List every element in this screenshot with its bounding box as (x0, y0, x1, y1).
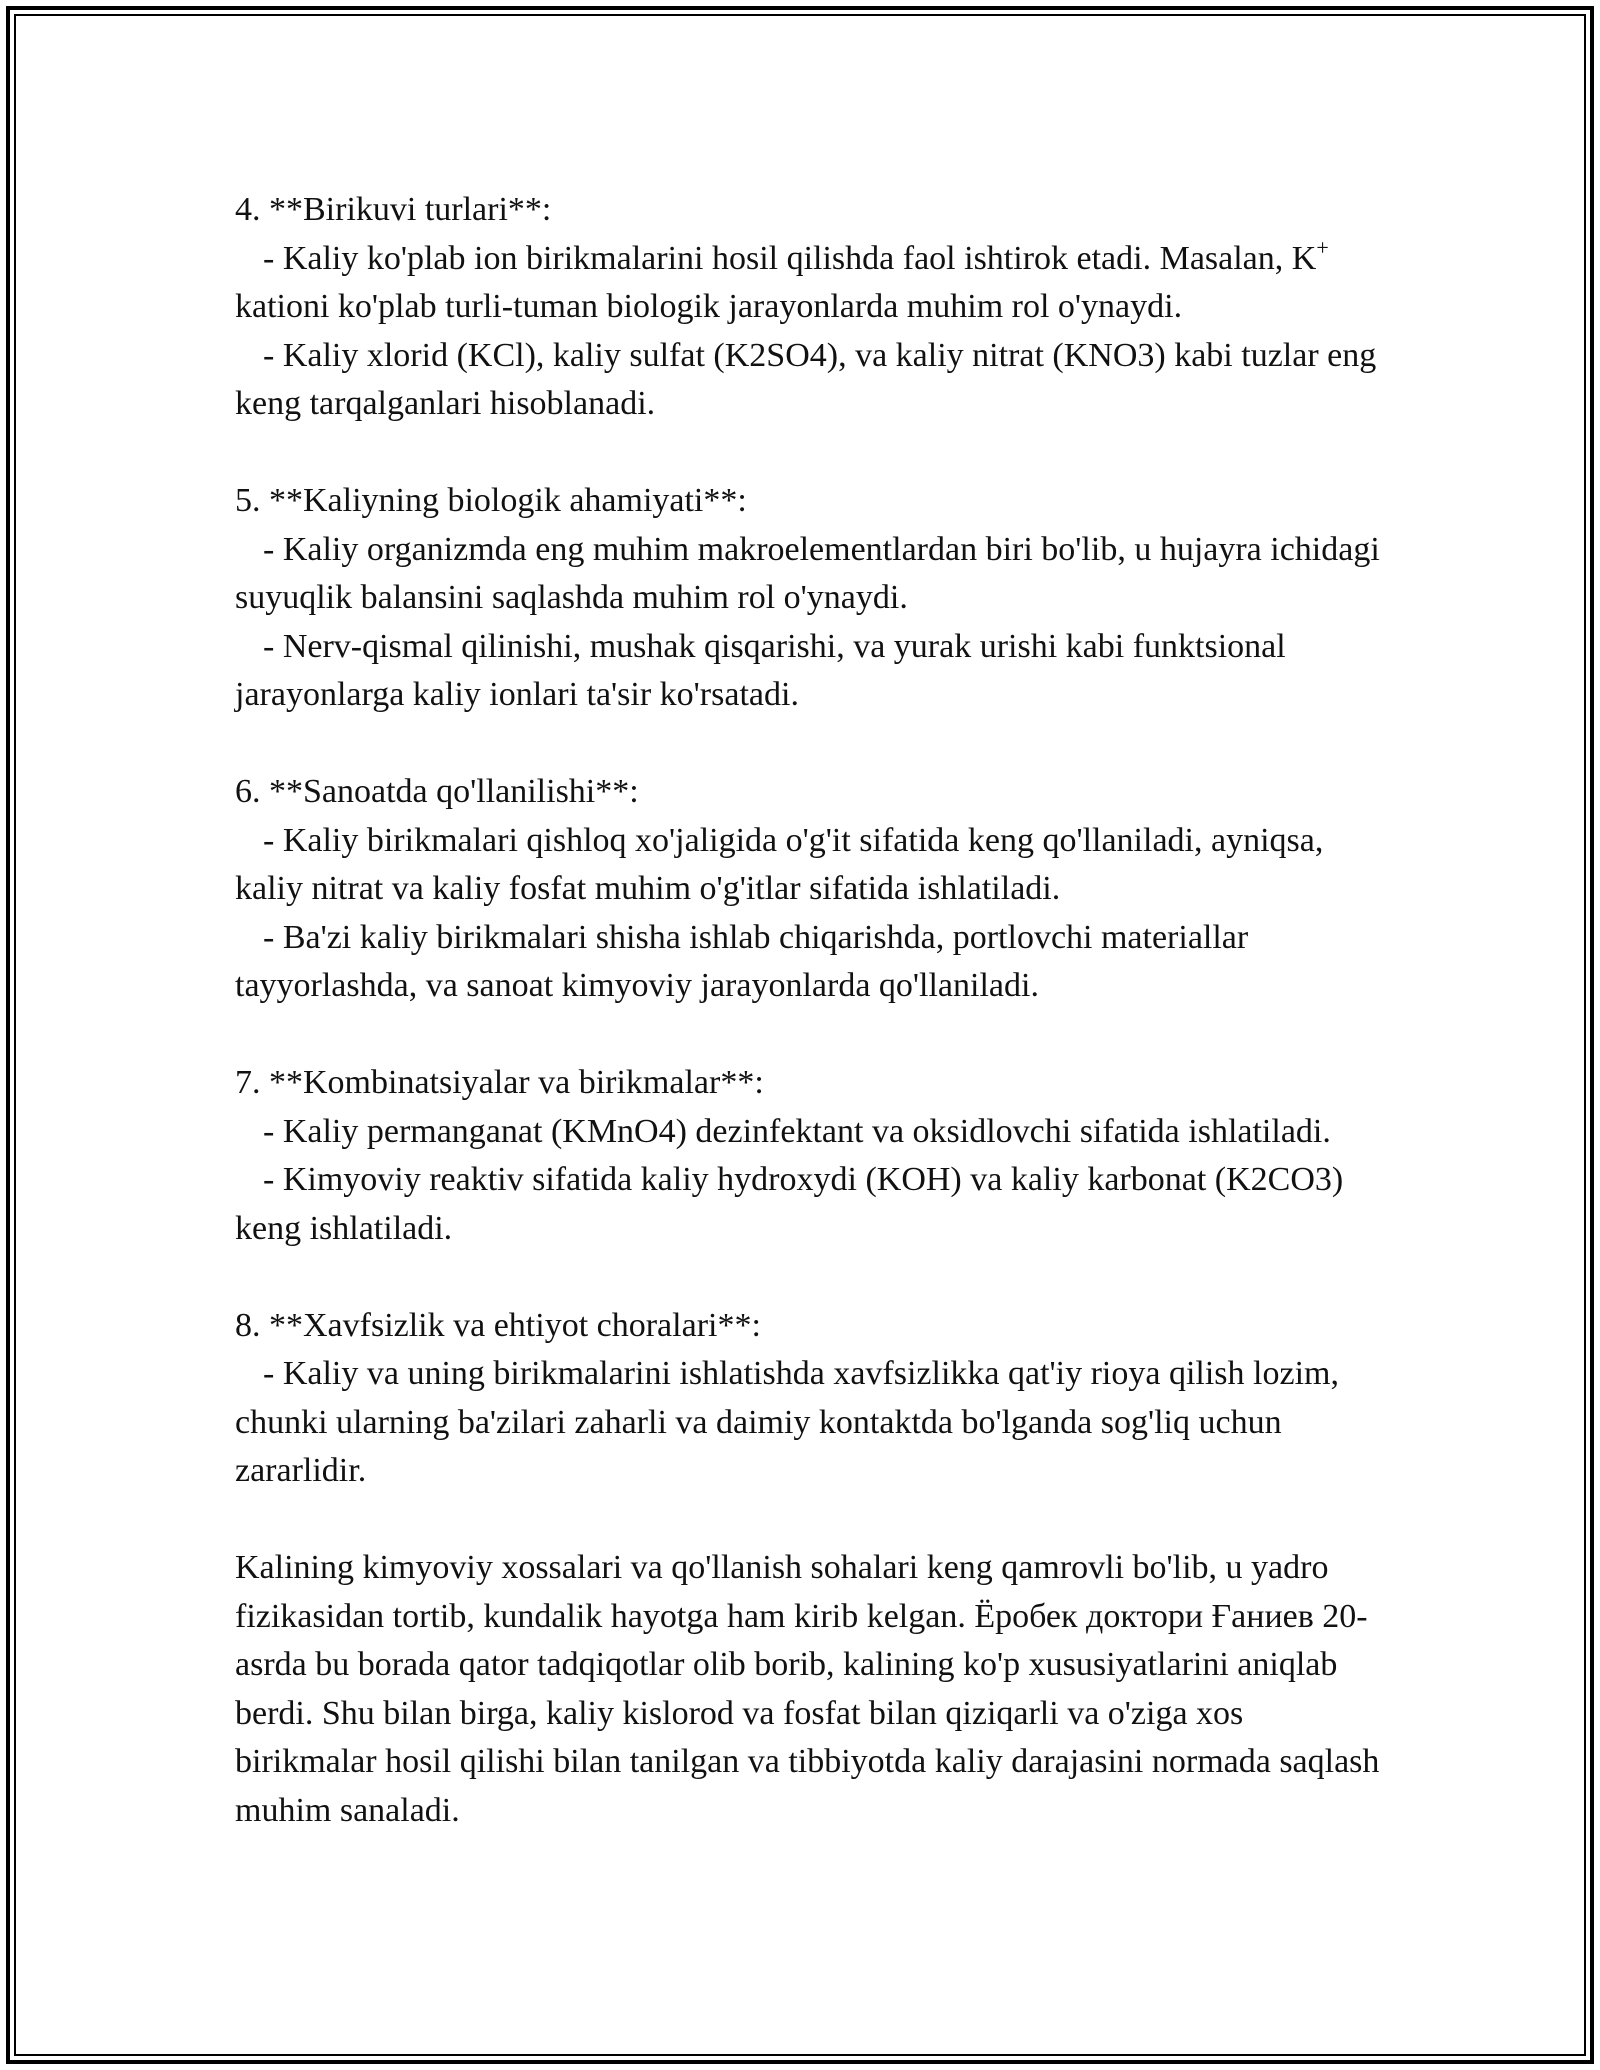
section-7 (235, 1059, 1385, 1253)
section-heading: 5. **Kaliyning biologik ahamiyati**: (235, 482, 747, 519)
bullet-item: - Nerv-qismal qilinishi, mushak qisqarishi, va yurak urishi kabi funktsional jarayonlarga kaliy ionlari ta'sir ko'rsatadi. (235, 627, 1286, 713)
bullet-text: - Kaliy ko'plab ion birikmalarini hosil qilishda faol ishtirok etadi. Masalan, K (263, 239, 1317, 277)
bullet-item: - Kimyoviy reaktiv sifatida kaliy hydroxydi (KOH) va kaliy karbonat (K2CO3) keng ishlatiladi. (235, 1161, 1344, 1247)
section-heading: 7. **Kombinatsiyalar va birikmalar**: (235, 1064, 764, 1101)
bullet-text-continued: kationi ko'plab turli-tuman biologik jarayonlarda muhim rol o'ynaydi. (235, 288, 1183, 325)
section-heading: 8. **Xavfsizlik va ehtiyot choralari**: (235, 1306, 761, 1344)
bullet-item: - Ba'zi kaliy birikmalari shisha ishlab chiqarishda, portlovchi materiallar tayyorlashda, va sanoat kimyoviy jarayonlarda qo'llaniladi. (235, 918, 1249, 1004)
bullet-item: - Kaliy birikmalari qishloq xo'jaligida o'g'it sifatida keng qo'llaniladi, ayniqsa, kaliy nitrat va kaliy fosfat muhim o'g'itlar sifatida ishlatiladi. (235, 821, 1324, 907)
superscript-charge: + (1316, 234, 1329, 260)
bullet-item: - Kaliy va uning birikmalarini ishlatishda xavfsizlikka qat'iy rioya qilish lozim, chunki ularning ba'zilari zaharli va daimiy kontaktda bo'lganda sog'liq uchun zararlidir. (235, 1355, 1339, 1489)
section-8 (235, 1302, 1385, 1496)
section-6 (235, 768, 1385, 1011)
section-heading: 6. **Sanoatda qo'llanilishi**: (235, 773, 639, 810)
section-heading: 4. **Birikuvi turlari**: (235, 191, 552, 228)
section-5 (235, 477, 1385, 720)
section-4 (235, 186, 1385, 429)
bullet-item: - Kaliy xlorid (KCl), kaliy sulfat (K2SO4), va kaliy nitrat (KNO3) kabi tuzlar eng keng tarqalganlari hisoblanadi. (235, 336, 1377, 422)
bullet-item: - Kaliy organizmda eng muhim makroelementlardan biri bo'lib, u hujayra ichidagi suyuqlik balansini saqlashda muhim rol o'ynaydi. (235, 530, 1380, 616)
bullet-item (235, 235, 1385, 332)
bullet-item: - Kaliy permanganat (KMnO4) dezinfektant va oksidlovchi sifatida ishlatiladi. (263, 1112, 1331, 1150)
conclusion-paragraph: Kalining kimyoviy xossalari va qo'llanish sohalari keng qamrovli bo'lib, u yadro fizikasidan tortib, kundalik hayotga ham kirib kelgan. Ёробек доктори Ғаниев 20-asrda bu borada qator tadqiqotlar olib borib, kalining ko'p xususiyatlarini aniqlab berdi. Shu bilan birga, kaliy kislorod va fosfat bilan qiziqarli va o'ziga xos birikmalar hosil qilishi bilan tanilgan va tibbiyotda kaliy darajasini normada saqlash muhim sanaladi. (235, 1549, 1380, 1829)
document-body (235, 186, 1385, 1835)
